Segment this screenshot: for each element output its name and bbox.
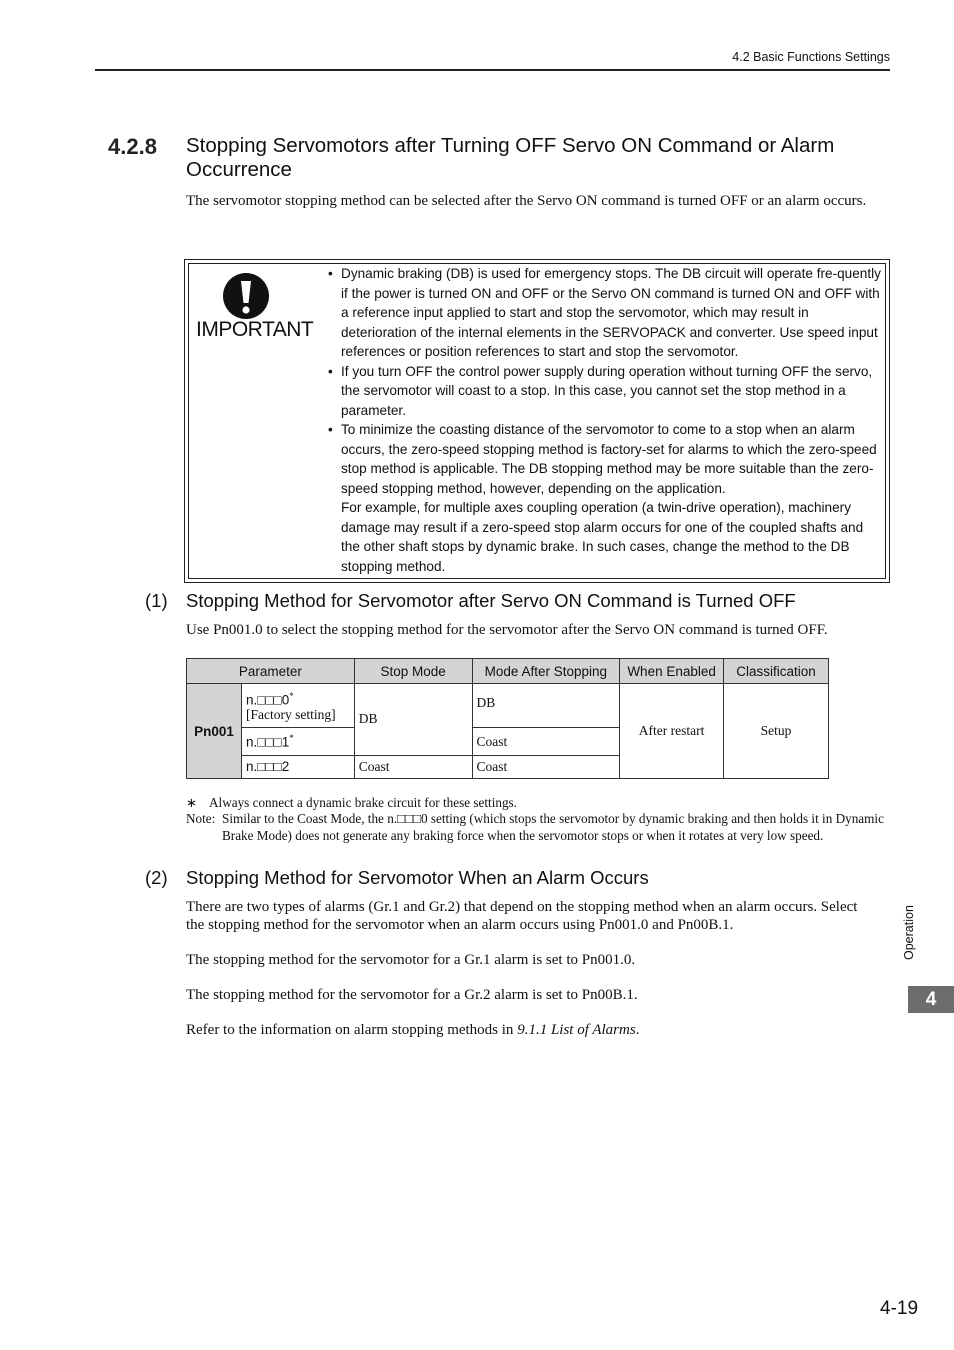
section-number: 4.2.8	[108, 134, 157, 159]
important-bullet-1-text: Dynamic braking (DB) is used for emergency stops. The DB circuit will operate fre-quently if the power is turned ON and OFF or the Servo ON command is turned ON and OFF with a reference input applied to start and stop the servomotor, which may result in deterioration of the internal elements in the SERVOPACK and converter. Use speed input references or position references to start and stop the servomotor.	[341, 266, 881, 359]
header-rule	[95, 69, 890, 71]
sub2-number: (2)	[145, 867, 168, 888]
important-label: IMPORTANT	[196, 318, 314, 341]
sub1-number: (1)	[145, 590, 168, 611]
side-tab-label: Operation	[902, 905, 916, 960]
col-header-when-enabled: When Enabled	[620, 659, 724, 684]
important-bullet-3: • To minimize the coasting distance of the servomotor to come to a stop when an alarm occurs, the zero-speed stopping method is factory-set for alarms to which the zero-speed stop method is applicable. The DB stopping method may be more suitable than the zero-speed stopping method, however, depending on the application. For example, for multiple axes coupling operation (a twin-drive operation), machinery damage may result if a zero-speed stop alarm occurs for one of the coupled shafts and the other shaft stops by dynamic brake. In such cases, change the method to the DB stopping method.	[328, 422, 877, 574]
after-coast-2: Coast	[472, 755, 620, 778]
note-label: Note:	[186, 811, 216, 826]
setting-0: n.□□□0	[245, 692, 290, 708]
sub2-p2: The stopping method for the servomotor for a Gr.1 alarm is set to Pn001.0.	[186, 952, 636, 968]
factory-setting: [Factory setting]	[245, 707, 336, 723]
important-bullet-1: • Dynamic braking (DB) is used for emergency stops. The DB circuit will operate fre-quently if the power is turned ON and OFF or the Servo ON command is turned ON and OFF with a reference input applied to start and stop the servomotor, which may result in deterioration of the internal elements in the SERVOPACK and converter. Use speed input references or position references to start and stop the servomotor.	[328, 266, 881, 359]
after-coast-1: Coast	[472, 728, 620, 755]
after-db: DB	[472, 684, 620, 728]
stop-db: DB	[354, 684, 472, 756]
section-title: Stopping Servomotors after Turning OFF Servo ON Command or Alarm Occurrence	[186, 134, 835, 181]
setting-2: n.□□□2	[241, 755, 354, 778]
col-header-classification: Classification	[724, 659, 829, 684]
section-intro: The servomotor stopping method can be selected after the Servo ON command is turned OFF or an alarm occurs.	[186, 193, 867, 209]
sub1-text: Use Pn001.0 to select the stopping method for the servomotor after the Servo ON command is turned OFF.	[186, 622, 828, 638]
page-number: 4-19	[880, 1298, 919, 1319]
footnote-mark: *	[289, 732, 294, 743]
param-cell: Pn001	[187, 684, 242, 779]
sub2-p4	[186, 1022, 876, 1040]
important-bullets	[328, 264, 884, 576]
stop-coast: Coast	[354, 755, 472, 778]
chapter-tab: 4	[908, 986, 954, 1013]
setting-1-cell	[241, 728, 354, 755]
list-of-alarms-link[interactable]: 9.1.1 List of Alarms	[517, 1022, 636, 1038]
parameter-table	[186, 658, 829, 779]
exclamation-icon	[222, 272, 270, 320]
col-header-mode-after: Mode After Stopping	[472, 659, 620, 684]
running-header: 4.2 Basic Functions Settings	[732, 50, 890, 64]
footnote-star-text: Always connect a dynamic brake circuit for these settings.	[209, 795, 517, 810]
important-bullet-2: • If you turn OFF the control power supply during operation without turning OFF the servo, the servomotor will coast to a stop. In this case, you cannot set the stop method in a parameter.	[328, 363, 873, 418]
setting-1: n.□□□1	[245, 734, 290, 750]
footnote-mark: *	[289, 690, 294, 701]
important-bullet-3-text: To minimize the coasting distance of the servomotor to come to a stop when an alarm occurs, the zero-speed stopping method is factory-set for alarms to which the zero-speed stop method is applicable. The DB stopping method may be more suitable than the zero-speed stopping method, however, depending on the application. For example, for multiple axes coupling operation (a twin-drive operation), machinery damage may result if a zero-speed stop alarm occurs for one of the coupled shafts and the other shaft stops by dynamic brake. In such cases, change the method to the DB stopping method.	[341, 422, 877, 574]
important-bullet-2-text: If you turn OFF the control power supply during operation without turning OFF the servo, the servomotor will coast to a stop. In this case, you cannot set the stop method in a parameter.	[341, 363, 873, 418]
sub2-p4-prefix: Refer to the information on alarm stopping methods in	[186, 1022, 518, 1038]
col-header-parameter: Parameter	[187, 659, 355, 684]
classification: Setup	[724, 684, 829, 779]
sub2-p3: The stopping method for the servomotor for a Gr.2 alarm is set to Pn00B.1.	[186, 987, 638, 1003]
note-text: Similar to the Coast Mode, the n.□□□0 setting (which stops the servomotor by dynamic braking and then holds it in Dynamic Brake Mode) does not generate any braking force when the servomotor stops or when it rotates at very low speed.	[222, 811, 884, 843]
col-header-stop-mode: Stop Mode	[354, 659, 472, 684]
sub2-p1: There are two types of alarms (Gr.1 and Gr.2) that depend on the stopping method when an alarm occurs. Select the stopping method for the servomotor when an alarm occurs using Pn001.0 and Pn00B.1.	[186, 899, 858, 933]
sub1-title: Stopping Method for Servomotor after Servo ON Command is Turned OFF	[186, 590, 796, 611]
sub2-p4-suffix: .	[635, 1022, 640, 1038]
setting-0-cell	[241, 684, 354, 728]
sub2-title: Stopping Method for Servomotor When an Alarm Occurs	[186, 867, 649, 888]
when-enabled: After restart	[620, 684, 724, 779]
footnote-star-mark: ∗	[186, 795, 198, 810]
